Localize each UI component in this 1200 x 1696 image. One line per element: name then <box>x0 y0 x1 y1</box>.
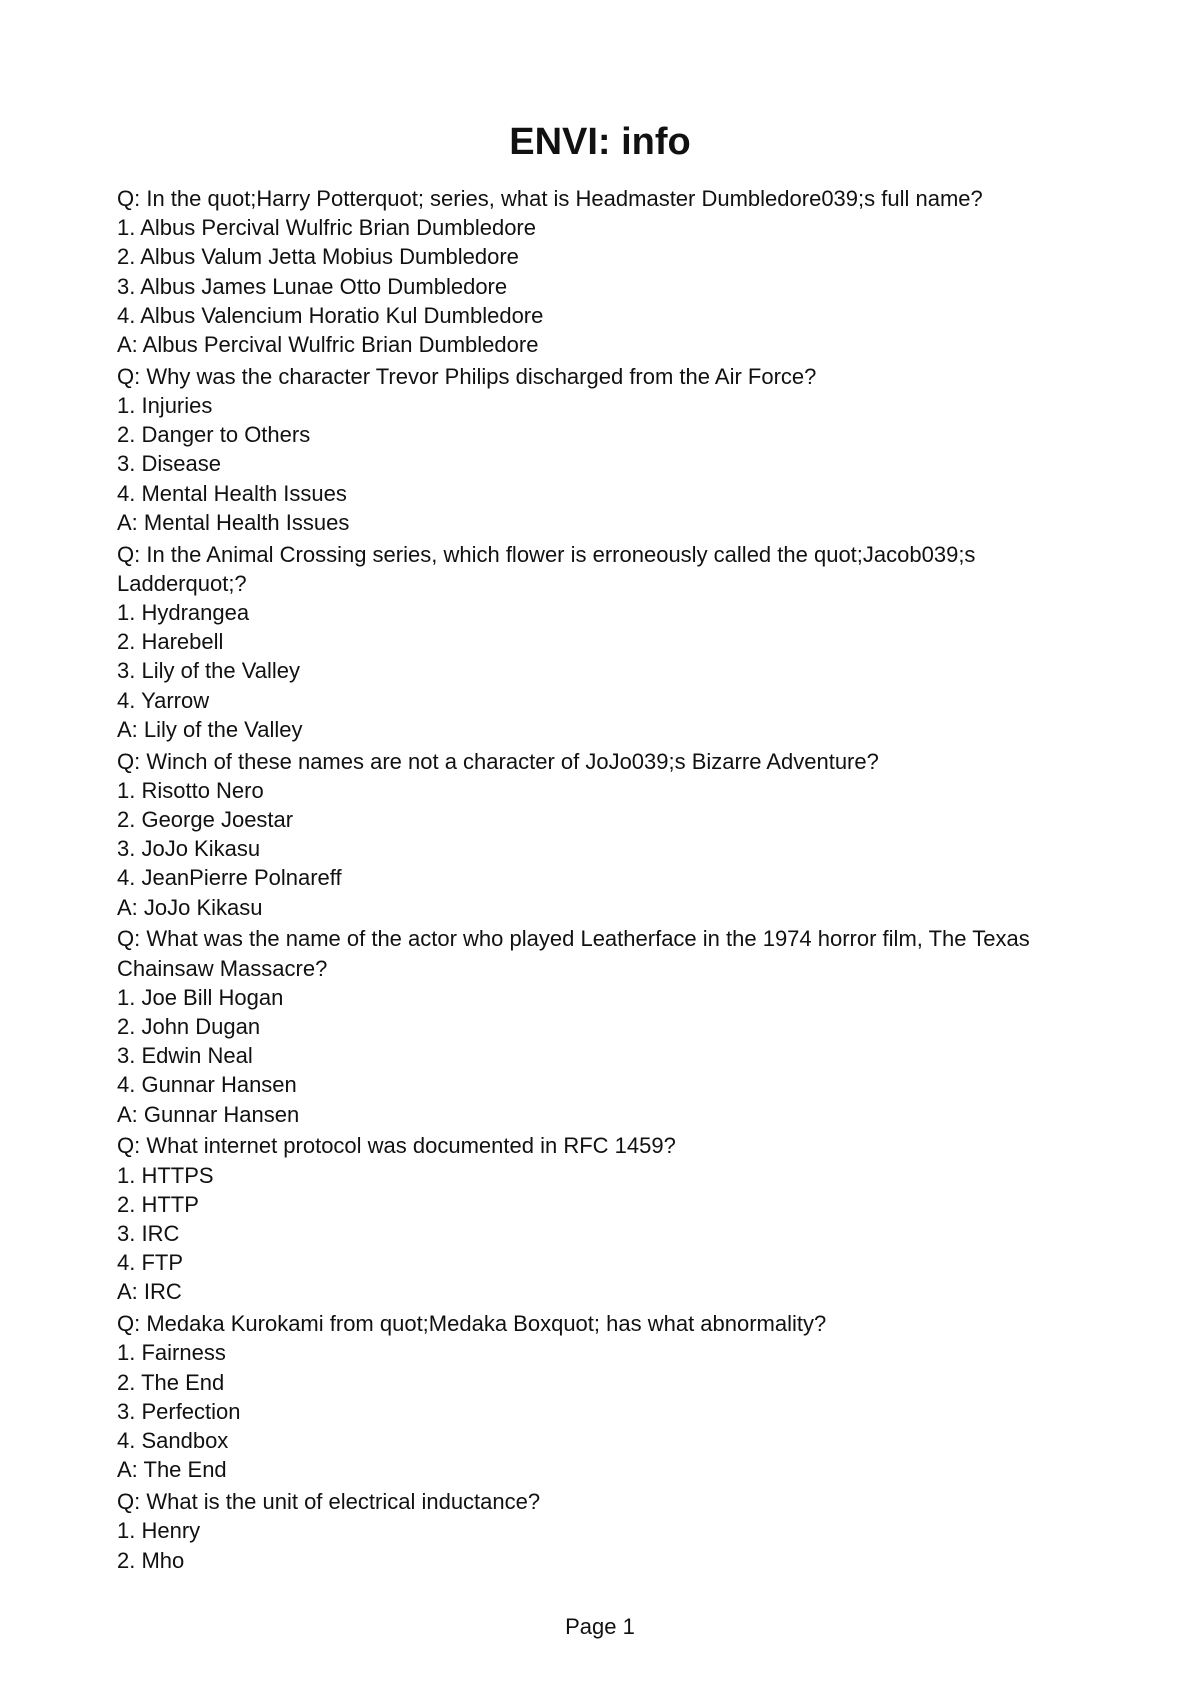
qa-item <box>117 1309 1097 1484</box>
answer-text: A: Lily of the Valley <box>117 716 303 742</box>
option-text: 4. Gunnar Hansen <box>117 1072 297 1098</box>
option-text: 3. JoJo Kikasu <box>117 836 261 862</box>
option-text: 2. Danger to Others <box>117 422 311 448</box>
option-text: 3. Disease <box>117 451 221 477</box>
option-text: 4. Mental Health Issues <box>117 480 347 506</box>
option-text: 1. Fairness <box>117 1340 226 1366</box>
option-text: 4. Sandbox <box>117 1428 229 1454</box>
option-text: 2. George Joestar <box>117 807 294 833</box>
question-text: Q: What was the name of the actor who played Leatherface in the 1974 horror film, The Texas Chainsaw Massacre? <box>117 926 1030 981</box>
option-text: 2. HTTP <box>117 1191 199 1217</box>
option-text: 1. Albus Percival Wulfric Brian Dumbledore <box>117 215 536 241</box>
option-text: 2. The End <box>117 1369 225 1395</box>
qa-item <box>117 362 1097 537</box>
option-text: 2. Mho <box>117 1547 185 1573</box>
option-text: 3. Edwin Neal <box>117 1043 253 1069</box>
answer-text: A: The End <box>117 1457 227 1483</box>
option-text: 4. FTP <box>117 1250 184 1276</box>
page-number: Page 1 <box>565 1614 635 1639</box>
answer-text: A: Mental Health Issues <box>117 509 350 535</box>
question-text: Q: In the Animal Crossing series, which flower is erroneously called the quot;Jacob039;s Ladderquot;? <box>117 541 976 596</box>
option-text: 4. Albus Valencium Horatio Kul Dumbledore <box>117 302 544 328</box>
option-text: 2. Harebell <box>117 629 224 655</box>
qa-item <box>117 1131 1097 1306</box>
option-text: 3. Lily of the Valley <box>117 658 301 684</box>
qa-list <box>117 184 1097 1577</box>
question-text: Q: In the quot;Harry Potterquot; series, what is Headmaster Dumbledore039;s full name? <box>117 186 983 211</box>
answer-text: A: JoJo Kikasu <box>117 894 263 920</box>
option-text: 2. Albus Valum Jetta Mobius Dumbledore <box>117 244 519 270</box>
option-text: 1. Hydrangea <box>117 600 250 626</box>
option-text: 3. Perfection <box>117 1398 241 1424</box>
qa-item <box>117 1487 1097 1575</box>
option-text: 1. Injuries <box>117 393 213 419</box>
option-text: 1. Henry <box>117 1518 201 1544</box>
option-text: 4. JeanPierre Polnareff <box>117 865 342 891</box>
option-text: 2. John Dugan <box>117 1014 261 1040</box>
answer-text: A: Albus Percival Wulfric Brian Dumbledore <box>117 332 539 358</box>
option-text: 1. HTTPS <box>117 1162 214 1188</box>
answer-text: A: Gunnar Hansen <box>117 1101 300 1127</box>
question-text: Q: What is the unit of electrical inductance? <box>117 1489 541 1515</box>
qa-item <box>117 924 1097 1128</box>
question-text: Q: Medaka Kurokami from quot;Medaka Boxquot; has what abnormality? <box>117 1311 827 1337</box>
option-text: 1. Risotto Nero <box>117 777 264 803</box>
qa-item <box>117 184 1097 359</box>
question-text: Q: Why was the character Trevor Philips discharged from the Air Force? <box>117 363 817 389</box>
option-text: 4. Yarrow <box>117 687 210 713</box>
qa-item <box>117 747 1097 922</box>
option-text: 1. Joe Bill Hogan <box>117 984 284 1010</box>
page-title: ENVI: info <box>509 121 691 163</box>
qa-item <box>117 540 1097 744</box>
answer-text: A: IRC <box>117 1279 182 1305</box>
option-text: 3. Albus James Lunae Otto Dumbledore <box>117 273 508 299</box>
question-text: Q: What internet protocol was documented in RFC 1459? <box>117 1133 676 1159</box>
question-text: Q: Winch of these names are not a character of JoJo039;s Bizarre Adventure? <box>117 748 879 774</box>
option-text: 3. IRC <box>117 1221 180 1247</box>
